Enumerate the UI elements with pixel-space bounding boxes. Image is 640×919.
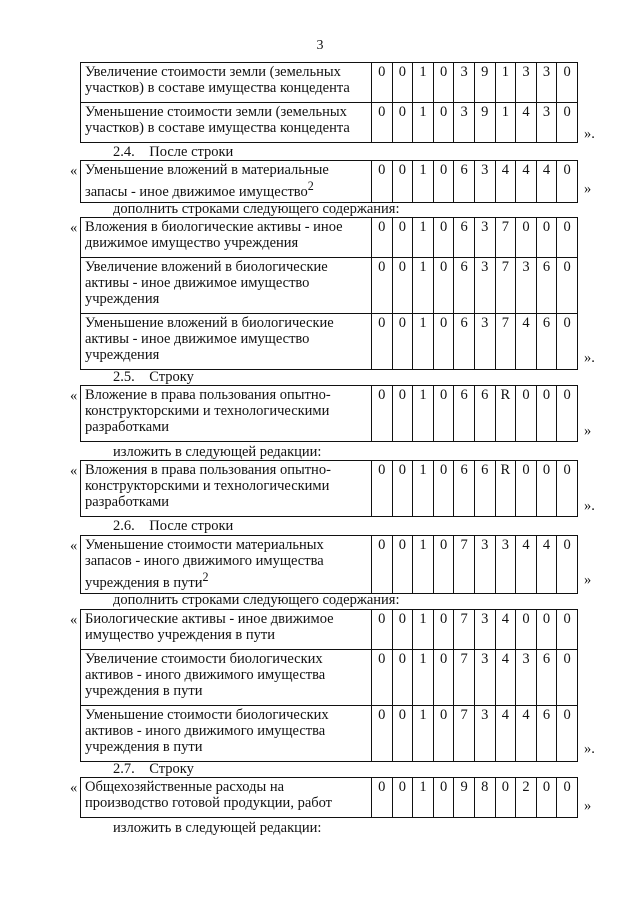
code-digit: 0 [392, 103, 413, 143]
code-digit: 3 [454, 63, 475, 103]
code-digit: 6 [454, 461, 475, 517]
section-heading [113, 369, 194, 385]
page-number: 3 [316, 38, 324, 53]
code-table-2 [80, 160, 578, 203]
code-digit: 0 [433, 386, 454, 442]
section-title-text: После строки [149, 144, 234, 160]
code-digit: 0 [557, 258, 578, 314]
code-digit: 0 [372, 706, 393, 762]
code-digit: 3 [536, 63, 557, 103]
code-digit: 0 [536, 610, 557, 650]
code-digit: 0 [392, 63, 413, 103]
code-digit: 0 [557, 536, 578, 594]
code-digit: 9 [474, 103, 495, 143]
code-digit: 8 [474, 778, 495, 818]
code-digit: 0 [557, 778, 578, 818]
code-digit: 6 [454, 218, 475, 258]
code-digit: 7 [495, 258, 516, 314]
section-number: 2.5. [113, 369, 135, 385]
code-digit: 3 [474, 161, 495, 203]
code-digit: 1 [495, 63, 516, 103]
row-description: Увеличение вложений в биологические активы - иное движимое имущество учреждения [81, 258, 372, 314]
code-digit: 2 [516, 778, 537, 818]
code-digit: 3 [474, 706, 495, 762]
code-digit: 0 [392, 461, 413, 517]
code-digit: 3 [536, 103, 557, 143]
row-description: Уменьшение стоимости биологических активов - иного движимого имущества учреждения в пути [81, 706, 372, 762]
code-digit: 4 [495, 706, 516, 762]
table-row [81, 610, 578, 650]
code-digit: 0 [433, 218, 454, 258]
code-digit: 3 [495, 536, 516, 594]
row-description-text: Уменьшение стоимости материальных запасов - иного движимого имущества учреждения в пути [85, 537, 324, 591]
opening-quote: « [70, 463, 78, 479]
code-digit: 4 [516, 536, 537, 594]
code-digit: 0 [372, 103, 393, 143]
code-digit: 9 [474, 63, 495, 103]
closing-quote: ». [584, 126, 595, 142]
code-digit: 6 [536, 650, 557, 706]
code-digit: 1 [413, 314, 434, 370]
closing-quote: » [584, 423, 592, 439]
code-digit: 0 [433, 258, 454, 314]
row-description-text: Уменьшение вложений в материальные запасы - иное движимое имущество [85, 162, 329, 200]
code-digit: 0 [372, 461, 393, 517]
table-row [81, 778, 578, 818]
code-digit: 1 [413, 218, 434, 258]
section-heading [113, 761, 194, 777]
section-number: 2.6. [113, 518, 135, 534]
code-digit: 0 [557, 610, 578, 650]
code-digit: 0 [372, 161, 393, 203]
table-row [81, 706, 578, 762]
code-digit: 0 [392, 386, 413, 442]
code-digit: 1 [413, 386, 434, 442]
code-digit: 0 [433, 650, 454, 706]
code-digit: 1 [413, 778, 434, 818]
code-digit: 0 [557, 650, 578, 706]
code-digit: 1 [413, 536, 434, 594]
instruction-text: изложить в следующей редакции: [113, 444, 322, 460]
code-digit: 0 [372, 386, 393, 442]
code-digit: 1 [413, 63, 434, 103]
table-row [81, 314, 578, 370]
row-description: Вложение в права пользования опытно-конструкторскими и технологическими разработками [81, 386, 372, 442]
row-description: Биологические активы - иное движимое имущество учреждения в пути [81, 610, 372, 650]
code-digit: 7 [454, 610, 475, 650]
code-digit: 3 [474, 258, 495, 314]
code-digit: 0 [392, 536, 413, 594]
code-digit: 0 [536, 218, 557, 258]
row-description: Вложения в биологические активы - иное движимое имущество учреждения [81, 218, 372, 258]
code-digit: 0 [392, 778, 413, 818]
code-digit: 0 [392, 650, 413, 706]
table-row [81, 161, 578, 203]
code-table-6 [80, 535, 578, 594]
code-digit: 6 [454, 258, 475, 314]
code-digit: 0 [433, 461, 454, 517]
code-digit: 0 [433, 63, 454, 103]
code-digit: 0 [433, 706, 454, 762]
opening-quote: « [70, 163, 78, 179]
code-digit: 0 [433, 103, 454, 143]
code-digit: R [495, 386, 516, 442]
code-digit: 0 [557, 103, 578, 143]
code-digit: 1 [413, 103, 434, 143]
section-title-text: Строку [149, 369, 194, 385]
table-row [81, 650, 578, 706]
row-description: Вложения в права пользования опытно-конструкторскими и технологическими разработками [81, 461, 372, 517]
section-number: 2.7. [113, 761, 135, 777]
code-digit: 6 [454, 386, 475, 442]
code-digit: 0 [372, 258, 393, 314]
code-table-5 [80, 460, 578, 517]
closing-quote: » [584, 181, 592, 197]
code-digit: 0 [392, 314, 413, 370]
code-digit: 0 [372, 778, 393, 818]
table-row [81, 103, 578, 143]
code-digit: 0 [516, 386, 537, 442]
code-digit: 9 [454, 778, 475, 818]
section-title-text: Строку [149, 761, 194, 777]
code-digit: 6 [536, 314, 557, 370]
table-row [81, 63, 578, 103]
row-description: Увеличение стоимости земли (земельных участков) в составе имущества концедента [81, 63, 372, 103]
code-table-3 [80, 217, 578, 370]
row-description [81, 161, 372, 203]
code-digit: 1 [495, 103, 516, 143]
row-description: Уменьшение стоимости земли (земельных участков) в составе имущества концедента [81, 103, 372, 143]
code-digit: 0 [557, 161, 578, 203]
code-digit: 6 [454, 314, 475, 370]
row-description: Общехозяйственные расходы на производство готовой продукции, работ [81, 778, 372, 818]
code-digit: 4 [516, 161, 537, 203]
code-digit: 3 [474, 610, 495, 650]
code-digit: 0 [392, 610, 413, 650]
code-digit: 3 [474, 314, 495, 370]
code-digit: 0 [557, 386, 578, 442]
section-title-text: После строки [149, 518, 234, 534]
code-digit: 1 [413, 706, 434, 762]
code-digit: 0 [557, 706, 578, 762]
code-digit: 7 [454, 536, 475, 594]
code-digit: 4 [536, 536, 557, 594]
code-digit: 6 [474, 461, 495, 517]
closing-quote: ». [584, 741, 595, 757]
row-description [81, 536, 372, 594]
code-digit: 0 [372, 650, 393, 706]
code-digit: 4 [495, 161, 516, 203]
code-digit: 0 [392, 706, 413, 762]
table-row [81, 258, 578, 314]
code-digit: 4 [536, 161, 557, 203]
opening-quote: « [70, 612, 78, 628]
table-row [81, 386, 578, 442]
code-digit: 1 [413, 610, 434, 650]
code-digit: 3 [474, 218, 495, 258]
code-digit: 0 [516, 218, 537, 258]
code-digit: 0 [433, 778, 454, 818]
code-digit: 0 [372, 218, 393, 258]
code-digit: 7 [454, 706, 475, 762]
closing-quote: » [584, 572, 592, 588]
code-digit: 0 [392, 258, 413, 314]
code-digit: 0 [372, 610, 393, 650]
code-digit: 3 [516, 650, 537, 706]
row-description: Уменьшение вложений в биологические активы - иное движимое имущество учреждения [81, 314, 372, 370]
row-description: Увеличение стоимости биологических активов - иного движимого имущества учреждения в пути [81, 650, 372, 706]
code-digit: 4 [495, 610, 516, 650]
code-digit: 0 [372, 536, 393, 594]
opening-quote: « [70, 220, 78, 236]
code-table-8 [80, 777, 578, 818]
code-digit: 7 [495, 218, 516, 258]
opening-quote: « [70, 538, 78, 554]
code-table-1 [80, 62, 578, 143]
code-digit: 3 [454, 103, 475, 143]
code-digit: 0 [557, 218, 578, 258]
code-digit: R [495, 461, 516, 517]
code-digit: 0 [433, 610, 454, 650]
code-digit: 7 [454, 650, 475, 706]
code-digit: 0 [372, 63, 393, 103]
code-digit: 1 [413, 258, 434, 314]
code-digit: 3 [474, 650, 495, 706]
section-heading [113, 518, 233, 534]
code-digit: 0 [557, 314, 578, 370]
code-digit: 6 [536, 258, 557, 314]
opening-quote: « [70, 388, 78, 404]
section-heading [113, 144, 233, 160]
closing-quote: » [584, 798, 592, 814]
code-digit: 0 [495, 778, 516, 818]
table-row [81, 536, 578, 594]
code-table-7 [80, 609, 578, 762]
code-digit: 0 [536, 386, 557, 442]
section-number: 2.4. [113, 144, 135, 160]
code-digit: 0 [433, 161, 454, 203]
table-row [81, 461, 578, 517]
closing-quote: ». [584, 498, 595, 514]
code-digit: 7 [495, 314, 516, 370]
code-digit: 0 [433, 536, 454, 594]
code-digit: 0 [516, 461, 537, 517]
code-digit: 0 [557, 63, 578, 103]
instruction-text: изложить в следующей редакции: [113, 820, 322, 836]
code-digit: 6 [454, 161, 475, 203]
code-digit: 0 [372, 314, 393, 370]
code-digit: 0 [536, 461, 557, 517]
code-digit: 4 [516, 314, 537, 370]
table-row [81, 218, 578, 258]
code-digit: 1 [413, 461, 434, 517]
code-digit: 3 [516, 258, 537, 314]
code-digit: 0 [557, 461, 578, 517]
footnote-marker: 2 [307, 179, 314, 193]
code-digit: 4 [516, 103, 537, 143]
code-digit: 1 [413, 650, 434, 706]
code-digit: 4 [495, 650, 516, 706]
instruction-text: дополнить строками следующего содержания: [113, 592, 400, 608]
instruction-text: дополнить строками следующего содержания: [113, 201, 400, 217]
code-digit: 3 [474, 536, 495, 594]
code-table-4 [80, 385, 578, 442]
code-digit: 0 [392, 161, 413, 203]
code-digit: 1 [413, 161, 434, 203]
code-digit: 0 [433, 314, 454, 370]
code-digit: 0 [392, 218, 413, 258]
closing-quote: ». [584, 350, 595, 366]
footnote-marker: 2 [202, 570, 209, 584]
code-digit: 4 [516, 706, 537, 762]
opening-quote: « [70, 780, 78, 796]
code-digit: 0 [536, 778, 557, 818]
code-digit: 3 [516, 63, 537, 103]
code-digit: 6 [536, 706, 557, 762]
code-digit: 0 [516, 610, 537, 650]
code-digit: 6 [474, 386, 495, 442]
